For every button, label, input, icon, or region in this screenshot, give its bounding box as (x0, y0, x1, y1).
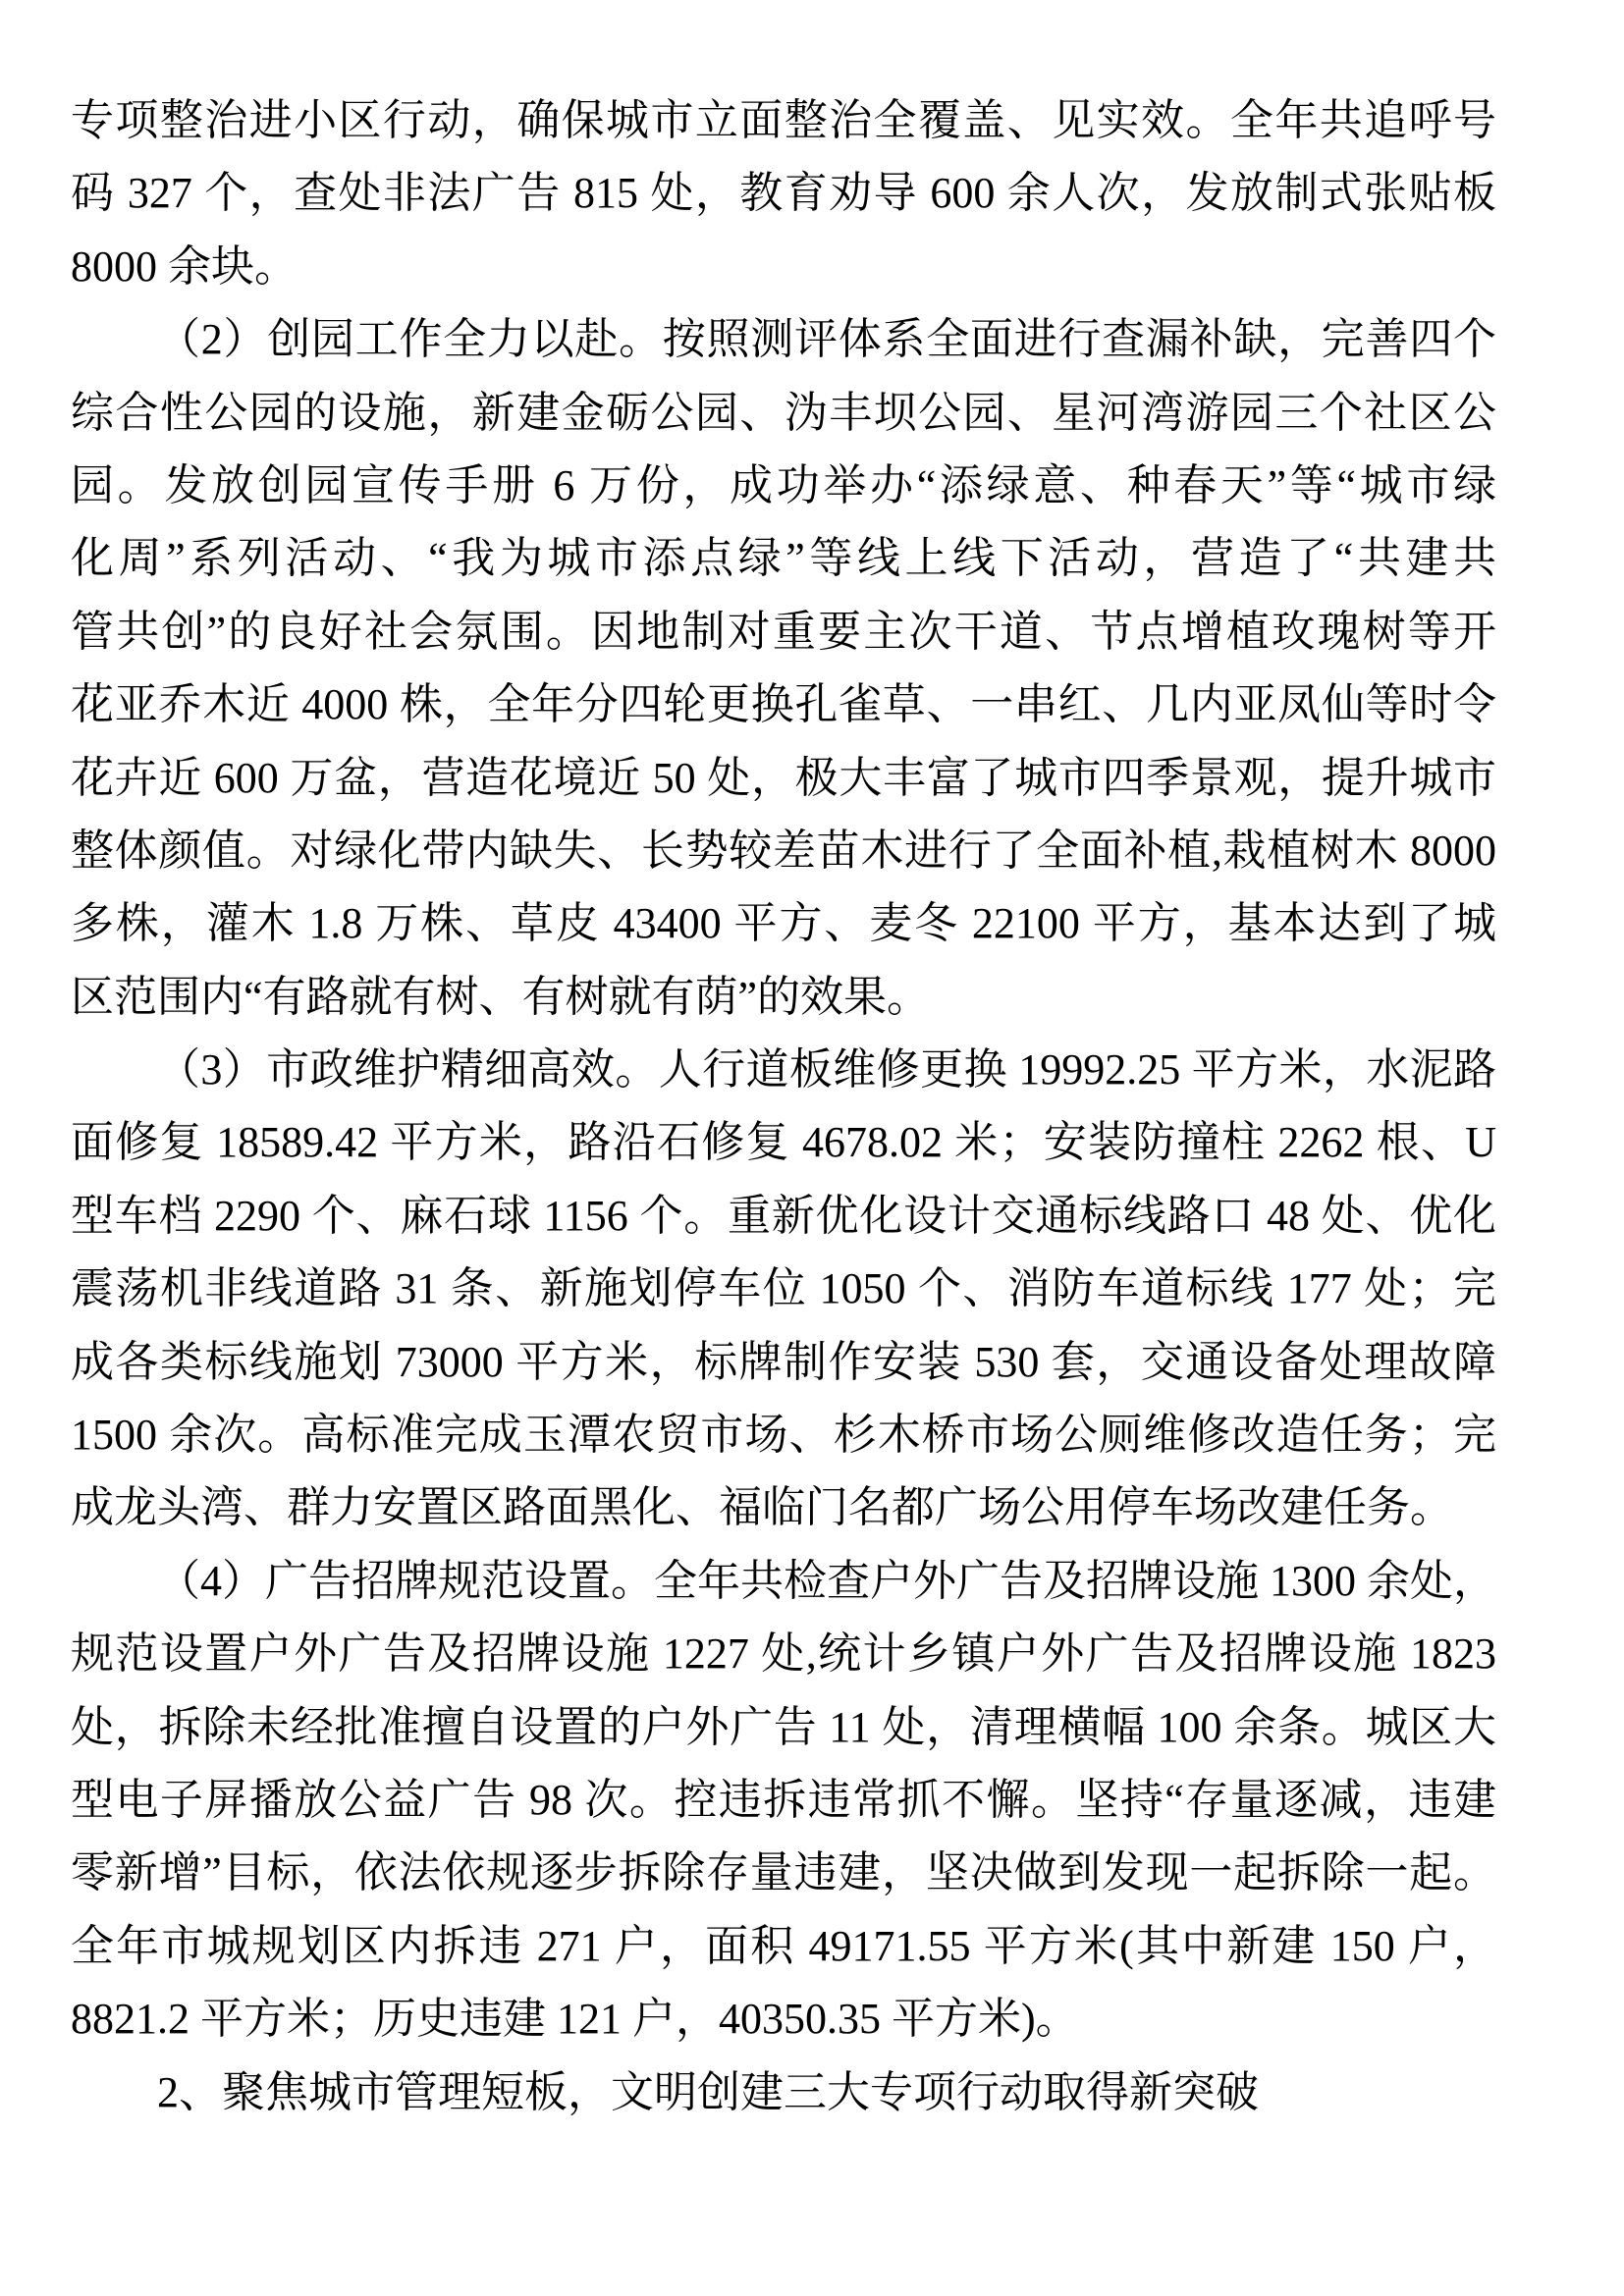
document-line: 综合性公园的设施，新建金砺公园、沩丰坝公园、星河湾游园三个社区公 (71, 388, 1496, 437)
document-line: 零新增”目标，依法依规逐步拆除存量违建，坚决做到发现一起拆除一起。 (71, 1848, 1496, 1897)
document-line: 1500 余次。高标准完成玉潭农贸市场、杉木桥市场公厕维修改造任务；完 (71, 1411, 1496, 1460)
document-line: 码 327 个，查处非法广告 815 处，教育劝导 600 余人次，发放制式张贴板 (71, 169, 1496, 218)
document-line: 规范设置户外广告及招牌设施 1227 处,统计乡镇户外广告及招牌设施 1823 (71, 1629, 1496, 1679)
document-line: 2、聚焦城市管理短板，文明创建三大专项行动取得新突破 (157, 2067, 1259, 2116)
document-line: 园。发放创园宣传手册 6 万份，成功举办“添绿意、种春天”等“城市绿 (71, 460, 1496, 509)
document-line: （4）广告招牌规范设置。全年共检查户外广告及招牌设施 1300 余处， (157, 1556, 1496, 1605)
document-line: 成各类标线施划 73000 平方米，标牌制作安装 530 套，交通设备处理故障 (71, 1337, 1496, 1386)
document-line: 花卉近 600 万盆，营造花境近 50 处，极大丰富了城市四季景观，提升城市 (71, 753, 1496, 802)
document-line: 多株，灌木 1.8 万株、草皮 43400 平方、麦冬 22100 平方，基本达到了城 (71, 899, 1496, 948)
document-line: 震荡机非线道路 31 条、新施划停车位 1050 个、消防车道标线 177 处；完 (71, 1264, 1496, 1313)
document-line: 全年市城规划区内拆违 271 户，面积 49171.55 平方米(其中新建 150 户， (71, 1921, 1496, 1970)
document-line: 型车档 2290 个、麻石球 1156 个。重新优化设计交通标线路口 48 处、优化 (71, 1191, 1496, 1240)
document-line: 管共创”的良好社会氛围。因地制对重要主次干道、节点增植玫瑰树等开 (71, 607, 1496, 656)
document-line: 花亚乔木近 4000 株，全年分四轮更换孔雀草、一串红、几内亚凤仙等时令 (71, 680, 1496, 729)
document-line: 整体颜值。对绿化带内缺失、长势较差苗木进行了全面补植,栽植树木 8000 (71, 826, 1496, 875)
document-line: 区范围内“有路就有树、有树就有荫”的效果。 (71, 972, 931, 1021)
document-line: 面修复 18589.42 平方米，路沿石修复 4678.02 米；安装防撞柱 2262 根、U (71, 1118, 1496, 1167)
document-line: （3）市政维护精细高效。人行道板维修更换 19992.25 平方米，水泥路 (157, 1045, 1496, 1095)
document-line: 专项整治进小区行动，确保城市立面整治全覆盖、见实效。全年共追呼号 (71, 96, 1496, 144)
document-line: 8821.2 平方米；历史违建 121 户，40350.35 平方米)。 (71, 1995, 1079, 2044)
document-body (71, 84, 1496, 2129)
document-line: 型电子屏播放公益广告 98 次。控违拆违常抓不懈。坚持“存量逐减，违建 (71, 1775, 1496, 1824)
document-line: （2）创园工作全力以赴。按照测评体系全面进行查漏补缺，完善四个 (157, 315, 1496, 364)
document-line: 化周”系列活动、“我为城市添点绿”等线上线下活动，营造了“共建共 (71, 534, 1496, 583)
document-line: 8000 余块。 (71, 241, 298, 291)
document-line: 处，拆除未经批准擅自设置的户外广告 11 处，清理横幅 100 余条。城区大 (71, 1702, 1496, 1751)
document-line: 成龙头湾、群力安置区路面黑化、福临门名都广场公用停车场改建任务。 (71, 1483, 1453, 1532)
